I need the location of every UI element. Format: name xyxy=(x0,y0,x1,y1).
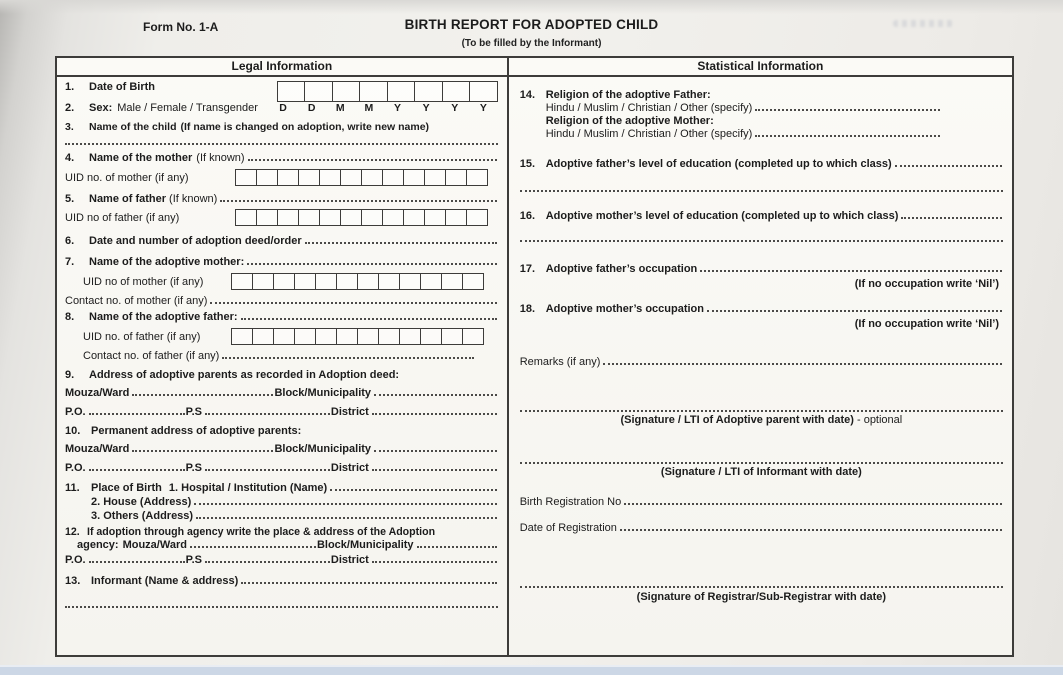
remarks-label: Remarks (if any) xyxy=(519,356,601,368)
statistical-information-header: Statistical Information xyxy=(697,59,824,73)
date-letter: Y xyxy=(479,102,487,114)
form-subtitle: (To be filled by the Informant) xyxy=(461,38,602,49)
sex-label: Sex: xyxy=(89,102,113,114)
house-address-field xyxy=(194,503,496,505)
block-municipality-label: Block/Municipality xyxy=(274,387,372,399)
bleed-through-artifact xyxy=(893,20,953,27)
adoptive-parent-signature-line xyxy=(520,404,1003,412)
agency-mouza-field xyxy=(190,546,316,548)
permanent-address-label: Permanent address of adoptive parents: xyxy=(91,425,302,437)
adoption-deed-field xyxy=(305,242,497,244)
mouza-ward-field xyxy=(132,450,273,452)
contact-mother-label: Contact no. of mother (if any) xyxy=(65,295,208,307)
religion-mother-label: Religion of the adoptive Mother: xyxy=(545,115,714,127)
registrar-signature-caption: (Signature of Registrar/Sub-Registrar with date) xyxy=(636,591,887,603)
informant-signature-line xyxy=(520,456,1003,464)
date-letter: D xyxy=(307,102,316,114)
religion-mother-label-row xyxy=(546,115,1003,127)
item-number: 9. xyxy=(65,369,75,381)
address-line-mouza-block xyxy=(65,443,498,455)
ps-field xyxy=(205,413,330,415)
legal-information-column xyxy=(57,77,509,655)
name-of-child-field xyxy=(65,137,498,145)
birth-report-form-table xyxy=(55,56,1014,657)
uid-adoptive-mother-boxes xyxy=(231,273,484,290)
date-of-birth-label: Date of Birth xyxy=(89,81,155,93)
date-of-registration-label: Date of Registration xyxy=(519,522,617,534)
item-17-father-occupation xyxy=(520,263,1003,275)
date-letter: Y xyxy=(394,102,402,114)
registrar-signature-line xyxy=(520,580,1003,588)
item-number: 5. xyxy=(65,193,75,205)
item-number: 15. xyxy=(519,158,535,170)
remarks-field xyxy=(603,363,1002,365)
house-address-row xyxy=(91,496,498,508)
name-of-father-field xyxy=(220,200,496,202)
address-line-po-ps-district xyxy=(65,462,498,474)
uid-adoptive-mother-row xyxy=(83,273,498,290)
adoptive-father-label: Name of the adoptive father: xyxy=(89,311,238,323)
uid-adoptive-father-label: UID no. of father (if any) xyxy=(83,330,201,343)
item-number: 2. xyxy=(65,102,75,114)
father-education-field-line2 xyxy=(520,184,1003,192)
item-number: 8. xyxy=(65,311,75,323)
block-municipality-label: Block/Municipality xyxy=(274,443,372,455)
item-8-adoptive-father xyxy=(65,311,498,323)
informant-field-line2 xyxy=(65,600,498,608)
item-number: 6. xyxy=(65,235,75,247)
date-letter: M xyxy=(335,102,345,114)
district-label: District xyxy=(330,462,369,474)
date-letter: D xyxy=(279,102,287,114)
date-letter: M xyxy=(364,102,374,114)
item-11-place-of-birth xyxy=(65,482,498,494)
block-municipality-label: Block/Municipality xyxy=(316,539,414,551)
item-number: 17. xyxy=(519,263,535,275)
address-line-po-ps-district xyxy=(65,406,498,418)
signature-caption-optional: - optional xyxy=(853,414,903,426)
scan-edge-shadow xyxy=(0,0,1063,14)
district-field xyxy=(372,469,497,471)
remarks-row xyxy=(520,356,1003,368)
adoptive-father-field xyxy=(241,318,497,320)
mother-education-field-line2 xyxy=(520,234,1003,242)
item-15-father-education xyxy=(520,158,1003,170)
name-of-mother-label: Name of the mother xyxy=(89,152,193,164)
others-address-label: 3. Others (Address) xyxy=(91,510,194,522)
item-3-name-of-child xyxy=(65,121,498,133)
father-occupation-label: Adoptive father’s occupation xyxy=(545,263,698,275)
legal-information-header: Legal Information xyxy=(57,58,509,75)
religion-mother-options-row xyxy=(546,128,1003,140)
name-of-father-label: Name of father xyxy=(89,193,167,205)
agency-block-field xyxy=(417,546,497,548)
item-number: 13. xyxy=(65,575,81,587)
district-label: District xyxy=(330,554,369,566)
address-line-mouza-block xyxy=(65,387,498,399)
uid-adoptive-father-row xyxy=(83,328,498,345)
scan-bottom-edge xyxy=(0,667,1063,675)
po-label: P.O. xyxy=(65,406,86,418)
date-of-registration-field xyxy=(620,529,1002,531)
ps-field xyxy=(205,469,330,471)
po-label: P.O. xyxy=(65,554,86,566)
mouza-ward-field xyxy=(132,394,273,396)
informant-signature-caption: (Signature / LTI of Informant with date) xyxy=(660,466,862,478)
house-address-label: 2. House (Address) xyxy=(91,496,192,508)
item-5-name-of-father xyxy=(65,193,498,205)
mouza-ward-label: Mouza/Ward xyxy=(65,443,130,455)
block-municipality-field xyxy=(374,394,497,396)
item-number: 12. xyxy=(65,526,80,538)
uid-adoptive-father-boxes xyxy=(231,328,484,345)
mother-occupation-note: (If no occupation write ‘Nil’) xyxy=(854,318,999,330)
item-2-sex xyxy=(65,102,498,114)
form-number: Form No. 1-A xyxy=(143,20,219,34)
date-of-birth-boxes xyxy=(277,81,498,102)
item-10-permanent-address xyxy=(65,425,498,437)
religion-father-options-row xyxy=(546,102,1003,114)
uid-father-row xyxy=(65,209,498,226)
item-7-adoptive-mother xyxy=(65,256,498,268)
birth-registration-label: Birth Registration No xyxy=(519,496,622,508)
adoption-agency-line2 xyxy=(77,539,498,551)
birth-registration-row xyxy=(520,496,1003,508)
table-header-row xyxy=(57,58,1012,77)
item-1-date-of-birth xyxy=(65,81,498,102)
item-16-mother-education xyxy=(520,210,1003,222)
signature-caption-text: (Signature / LTI of Adoptive parent with date) xyxy=(620,414,854,426)
father-education-label: Adoptive father’s level of education (completed up to which class) xyxy=(545,158,892,170)
father-occupation-field xyxy=(700,270,1002,272)
contact-father-field xyxy=(222,357,473,359)
hospital-institution-label: 1. Hospital / Institution (Name) xyxy=(168,482,328,494)
item-number: 3. xyxy=(65,121,74,133)
ps-label: P.S xyxy=(185,554,202,566)
item-number: 4. xyxy=(65,152,75,164)
mother-education-field xyxy=(901,217,1002,219)
name-of-mother-field xyxy=(248,159,497,161)
religion-mother-options: Hindu / Muslim / Christian / Other (specify) xyxy=(545,128,753,140)
name-of-child-note: (If name is changed on adoption, write new name) xyxy=(180,121,430,133)
sex-options: Male / Female / Transgender xyxy=(117,102,258,114)
informant-field xyxy=(241,582,496,584)
po-field xyxy=(89,413,185,415)
father-education-field xyxy=(895,165,1002,167)
religion-father-options: Hindu / Muslim / Christian / Other (specify) xyxy=(545,102,753,114)
name-of-father-note: (If known) xyxy=(169,193,218,205)
uid-adoptive-mother-label: UID no of mother (if any) xyxy=(83,275,204,288)
block-municipality-field xyxy=(374,450,497,452)
po-label: P.O. xyxy=(65,462,86,474)
father-occupation-note: (If no occupation write ‘Nil’) xyxy=(854,278,999,290)
uid-father-boxes xyxy=(235,209,488,226)
informant-label: Informant (Name & address) xyxy=(91,575,239,587)
item-number: 10. xyxy=(65,425,81,437)
name-of-mother-note: (If known) xyxy=(196,152,245,164)
ps-label: P.S xyxy=(185,406,202,418)
contact-father-label: Contact no. of father (if any) xyxy=(83,350,220,362)
address-adoption-deed-label: Address of adoptive parents as recorded in Adoption deed: xyxy=(89,369,400,381)
religion-father-label: Religion of the adoptive Father: xyxy=(545,89,711,101)
uid-mother-row xyxy=(65,169,498,186)
adoptive-mother-field xyxy=(247,263,496,265)
item-number: 11. xyxy=(65,482,80,494)
item-number: 18. xyxy=(519,303,535,315)
mouza-ward-label: Mouza/Ward xyxy=(122,539,187,551)
hospital-institution-field xyxy=(330,489,497,491)
mother-education-label: Adoptive mother’s level of education (completed up to which class) xyxy=(545,210,899,222)
others-address-field xyxy=(196,517,497,519)
date-letter: Y xyxy=(451,102,459,114)
uid-mother-boxes xyxy=(235,169,488,186)
ps-field xyxy=(205,561,330,563)
mouza-ward-label: Mouza/Ward xyxy=(65,387,130,399)
form-title: BIRTH REPORT FOR ADOPTED CHILD xyxy=(404,17,659,32)
uid-mother-label: UID no. of mother (if any) xyxy=(65,171,189,184)
religion-mother-field xyxy=(755,135,940,137)
birth-registration-field xyxy=(624,503,1002,505)
item-18-mother-occupation xyxy=(520,303,1003,315)
uid-father-label: UID no of father (if any) xyxy=(65,211,180,224)
statistical-information-column xyxy=(509,77,1012,655)
item-14-religion-father xyxy=(520,89,1003,101)
others-address-row xyxy=(91,510,498,522)
address-line-po-ps-district xyxy=(65,554,498,566)
adoptive-mother-label: Name of the adoptive mother: xyxy=(89,256,245,268)
ps-label: P.S xyxy=(185,462,202,474)
item-6-adoption-deed xyxy=(65,235,498,247)
district-field xyxy=(372,413,497,415)
name-of-child-label: Name of the child xyxy=(89,121,177,133)
place-of-birth-label: Place of Birth xyxy=(91,482,162,494)
adoption-agency-label-line1: If adoption through agency write the place & address of the Adoption xyxy=(87,526,436,538)
item-12-adoption-agency xyxy=(65,526,498,538)
item-number: 1. xyxy=(65,81,75,93)
district-field xyxy=(372,561,497,563)
po-field xyxy=(89,561,185,563)
date-of-registration-row xyxy=(520,522,1003,534)
mother-occupation-field xyxy=(707,310,1002,312)
contact-mother-field xyxy=(210,302,496,304)
item-4-name-of-mother xyxy=(65,152,498,164)
mother-occupation-label: Adoptive mother’s occupation xyxy=(545,303,704,315)
po-field xyxy=(89,469,185,471)
date-format-letters xyxy=(269,102,498,114)
item-13-informant xyxy=(65,575,498,587)
table-body xyxy=(57,77,1012,655)
adoptive-parent-signature-caption xyxy=(520,414,1003,426)
item-number: 14. xyxy=(519,89,535,101)
item-9-address-adoption-deed xyxy=(65,369,498,381)
agency-label: agency: xyxy=(77,539,119,551)
contact-father-row xyxy=(83,350,498,362)
item-number: 7. xyxy=(65,256,75,268)
date-letter: Y xyxy=(422,102,430,114)
contact-mother-row xyxy=(65,295,498,307)
adoption-deed-label: Date and number of adoption deed/order xyxy=(89,235,302,247)
district-label: District xyxy=(330,406,369,418)
item-number: 16. xyxy=(519,210,535,222)
religion-father-field xyxy=(755,109,940,111)
